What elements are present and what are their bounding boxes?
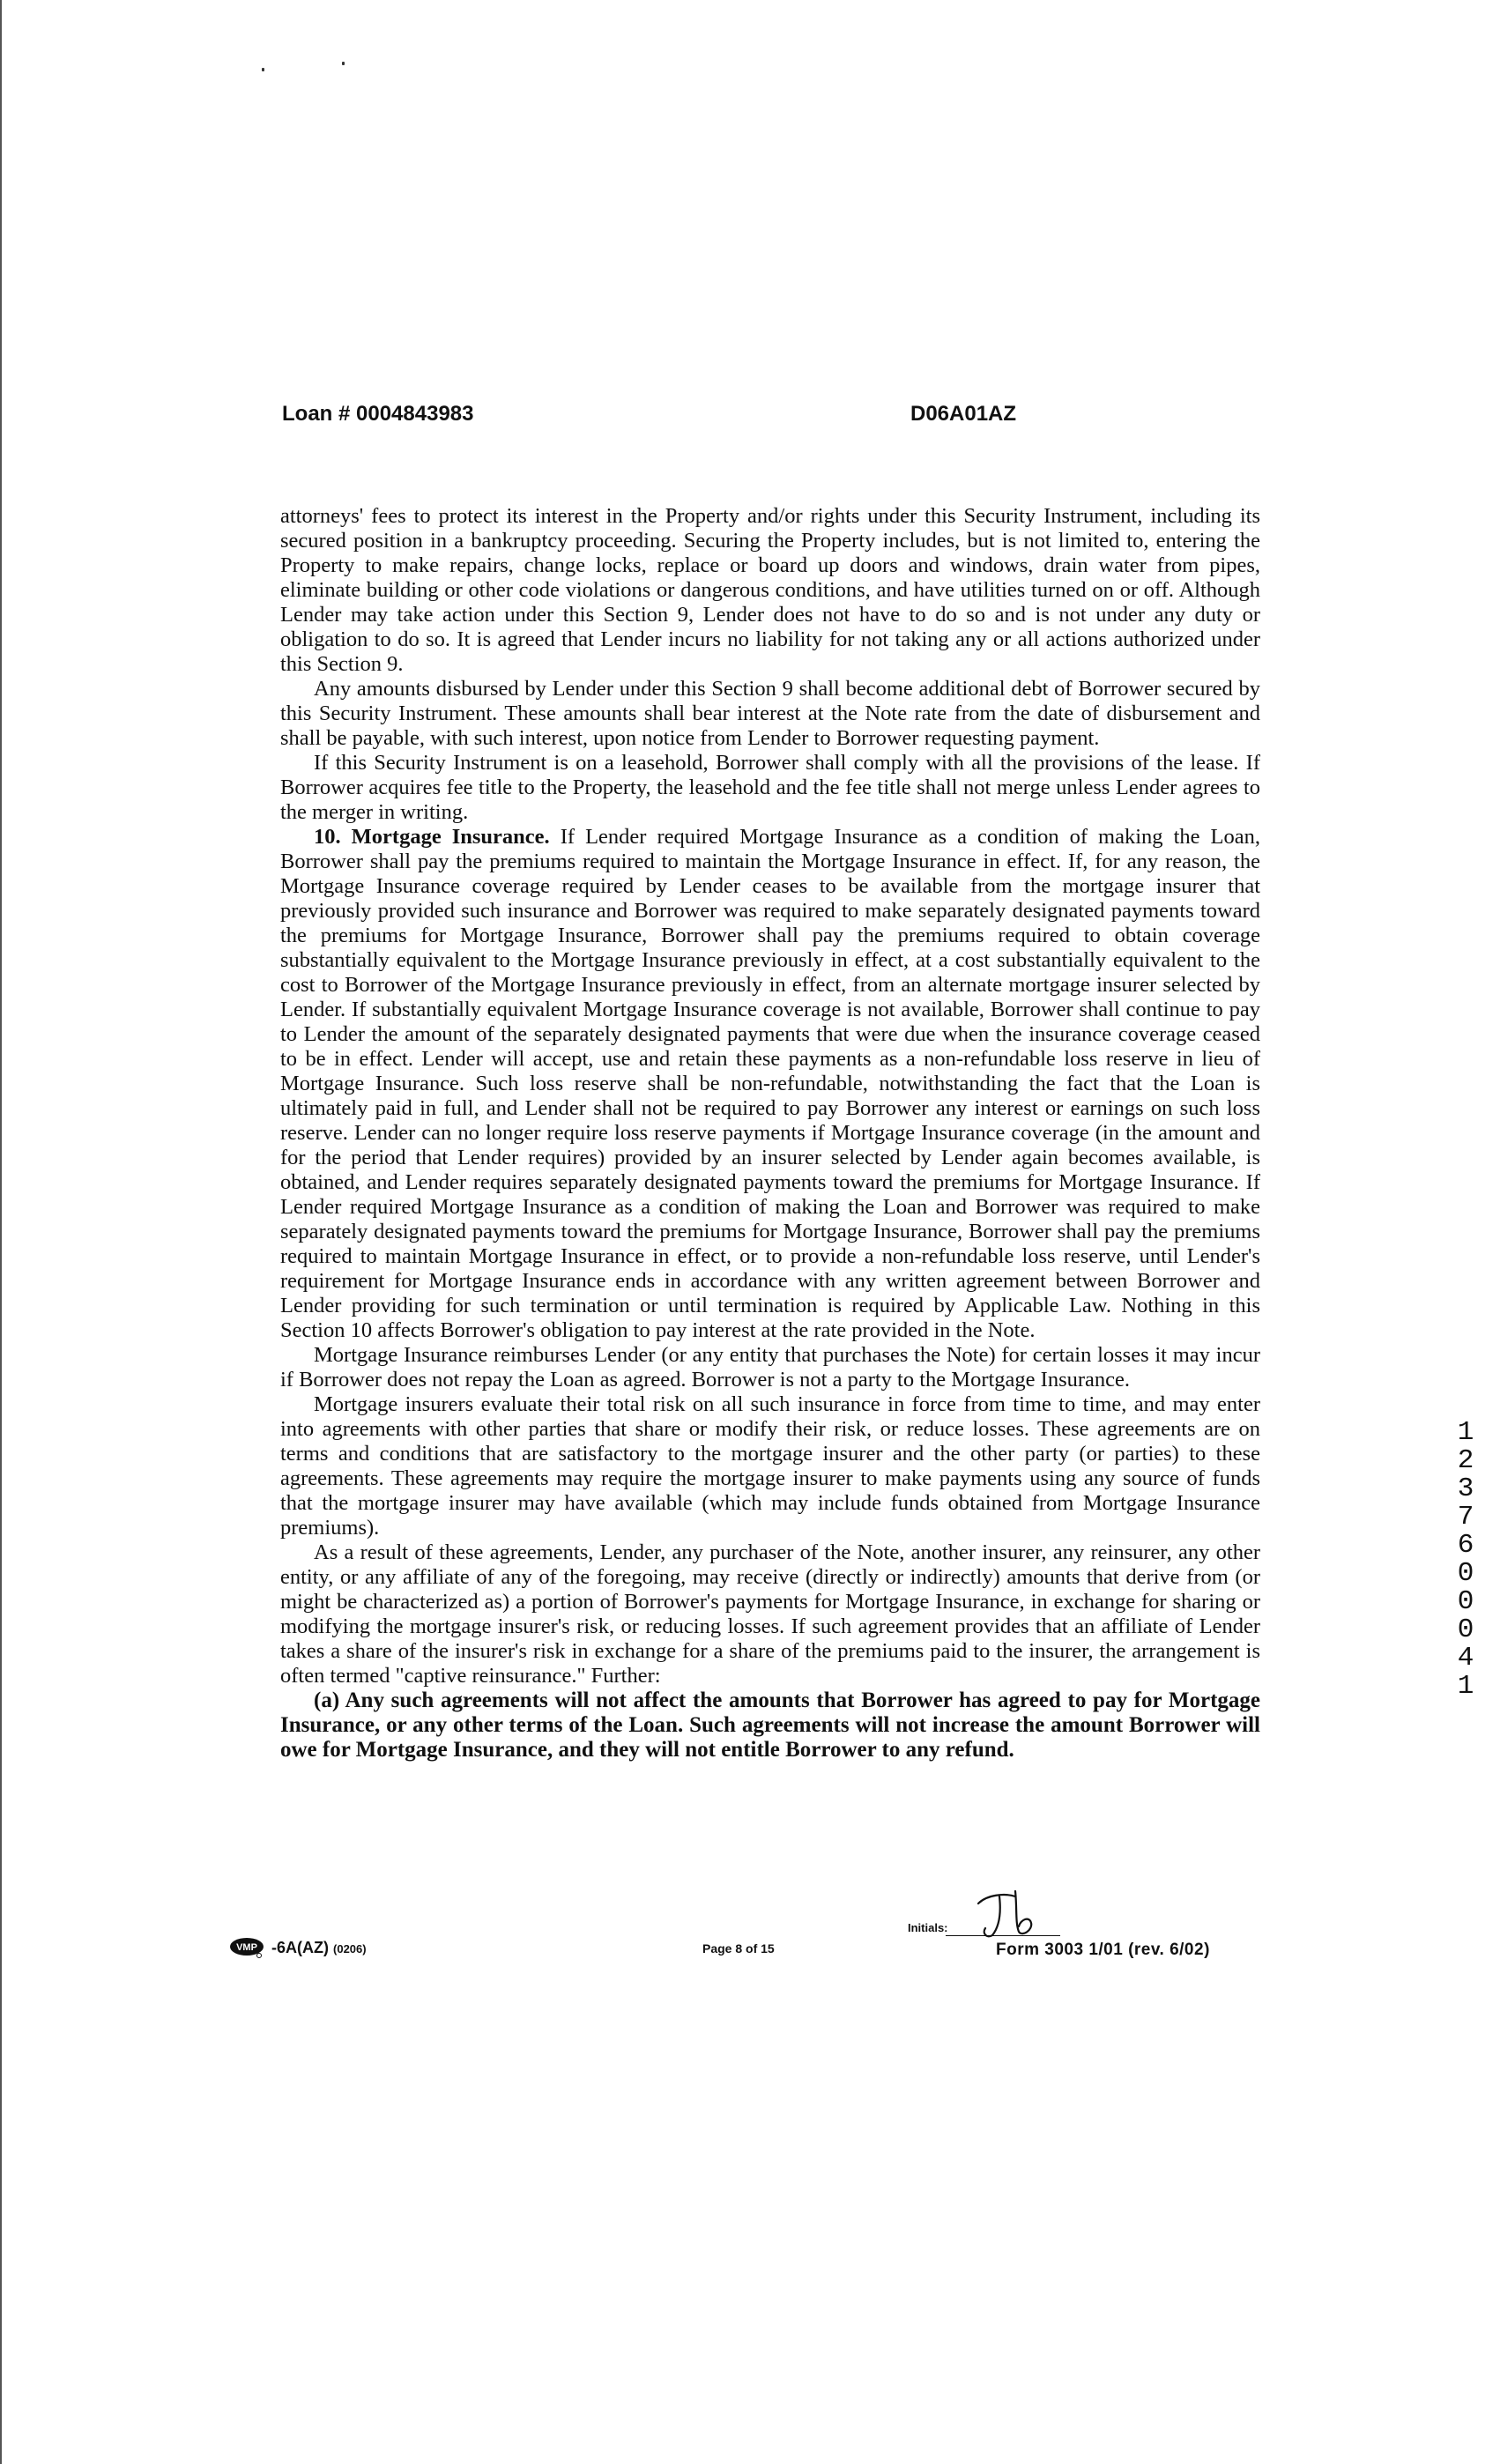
initials-signature-icon [961,1888,1058,1941]
form-code [271,1939,367,1957]
scan-speck [342,62,345,65]
paragraph-agreements-result: As a result of these agreements, Lender, any purchaser of the Note, another insurer, any reinsurer, any other entity, or any affiliate of any of the foregoing, may receive (directly or indirectly) amounts that derive from (or might be characterized as) a portion of Borrower's payments for Mortgage Insurance, in exchange for sharing or modifying the mortgage insurer's risk, or reducing losses. If such agreement provides that an affiliate of Lender takes a share of the insurer's risk in exchange for a share of the premiums paid to the insurer, the arrangement is often termed "captive reinsurance." Further: [280,1540,1260,1688]
section-10-heading: 10. Mortgage Insurance. [314,825,550,849]
vmp-logo-icon [229,1936,270,1959]
document-code: D06A01AZ [910,402,1017,426]
logo-text: VMP [236,1942,257,1953]
paragraph-mortgage-insurance [280,825,1260,1343]
paragraph-leasehold: If this Security Instrument is on a leasehold, Borrower shall comply with all the provisions of the lease. If Borrower acquires fee title to the Property, the leasehold and the fee title shall not merge unless Lender agrees to the merger in writing. [280,751,1260,824]
form-code-suffix: (0206) [333,1942,367,1956]
page-number: Page 8 of 15 [702,1941,775,1956]
scan-edge-line [0,0,2,2464]
scan-speck [262,68,264,71]
paragraph-agreements-no-effect: (a) Any such agreements will not affect the amounts that Borrower has agreed to pay for Mortgage Insurance, or any other terms of the Loan. Such agreements will not increase the amount Borrower will owe for Mortgage Insurance, and they will not entitle Borrower to any refund. [280,1688,1260,1762]
form-code-main: -6A(AZ) [271,1939,329,1956]
paragraph-attorneys-fees: attorneys' fees to protect its interest in the Property and/or rights under this Security Instrument, including its secured position in a bankruptcy proceeding. Securing the Property includes, but is not limited to, entering the Property to make repairs, change locks, replace or board up doors and windows, drain water from pipes, eliminate building or other code violations or dangerous conditions, and have utilities turned on or off. Although Lender may take action under this Section 9, Lender does not have to do so and is not under any duty or obligation to do so. It is agreed that Lender incurs no liability for not taking any or all actions authorized under this Section 9. [280,504,1260,676]
paragraph-amounts-disbursed: Any amounts disbursed by Lender under this Section 9 shall become additional debt of Borrower secured by this Security Instrument. These amounts shall bear interest at the Note rate from the date of disbursement and shall be payable, with such interest, upon notice from Lender to Borrower requesting payment. [280,677,1260,750]
paragraph-mi-evaluate-risk: Mortgage insurers evaluate their total risk on all such insurance in force from time to time, and may enter into agreements with other parties that share or modify their risk, or reduce losses. These agreements are on terms and conditions that are satisfactory to the mortgage insurer and the other party (or parties) to these agreements. These agreements may require the mortgage insurer to make payments using any source of funds that the mortgage insurer may have available (which may include funds obtained from Mortgage Insurance premiums). [280,1392,1260,1540]
body-text [280,504,1260,1763]
initials-label: Initials: [908,1921,948,1934]
form-id: Form 3003 1/01 (rev. 6/02) [996,1941,1210,1959]
side-recording-stamp: 12376 00041 [1457,1417,1474,1702]
loan-number: Loan # 0004843983 [282,402,474,426]
section-10-text: If Lender required Mortgage Insurance as a condition of making the Loan, Borrower shall pay the premiums required to maintain the Mortgage Insurance in effect. If, for any reason, the Mortgage Insurance coverage required by Lender ceases to be available from the mortgage insurer that previously provided such insurance and Borrower was required to make separately designated payments toward the premiums for Mortgage Insurance, Borrower shall pay the premiums required to obtain coverage substantially equivalent to the Mortgage Insurance previously in effect, at a cost substantially equivalent to the cost to Borrower of the Mortgage Insurance previously in effect, from an alternate mortgage insurer selected by Lender. If substantially equivalent Mortgage Insurance coverage is not available, Borrower shall continue to pay to Lender the amount of the separately designated payments that were due when the insurance coverage ceased to be in effect. Lender will accept, use and retain these payments as a non-refundable loss reserve in lieu of Mortgage Insurance. Such loss reserve shall be non-refundable, notwithstanding the fact that the Loan is ultimately paid in full, and Lender shall not be required to pay Borrower any interest or earnings on such loss reserve. Lender can no longer require loss reserve payments if Mortgage Insurance coverage (in the amount and for the period that Lender requires) provided by an insurer selected by Lender again becomes available, is obtained, and Lender requires separately designated payments toward the premiums for Mortgage Insurance. If Lender required Mortgage Insurance as a condition of making the Loan and Borrower was required to make separately designated payments toward the premiums for Mortgage Insurance, Borrower shall pay the premiums required to maintain Mortgage Insurance in effect, or to provide a non-refundable loss reserve, until Lender's requirement for Mortgage Insurance ends in accordance with any written agreement between Borrower and Lender providing for such termination or until termination is required by Applicable Law. Nothing in this Section 10 affects Borrower's obligation to pay interest at the rate provided in the Note. [280,825,1260,1342]
paragraph-mi-reimburses: Mortgage Insurance reimburses Lender (or any entity that purchases the Note) for certain losses it may incur if Borrower does not repay the Loan as agreed. Borrower is not a party to the Mortgage Insurance. [280,1343,1260,1392]
